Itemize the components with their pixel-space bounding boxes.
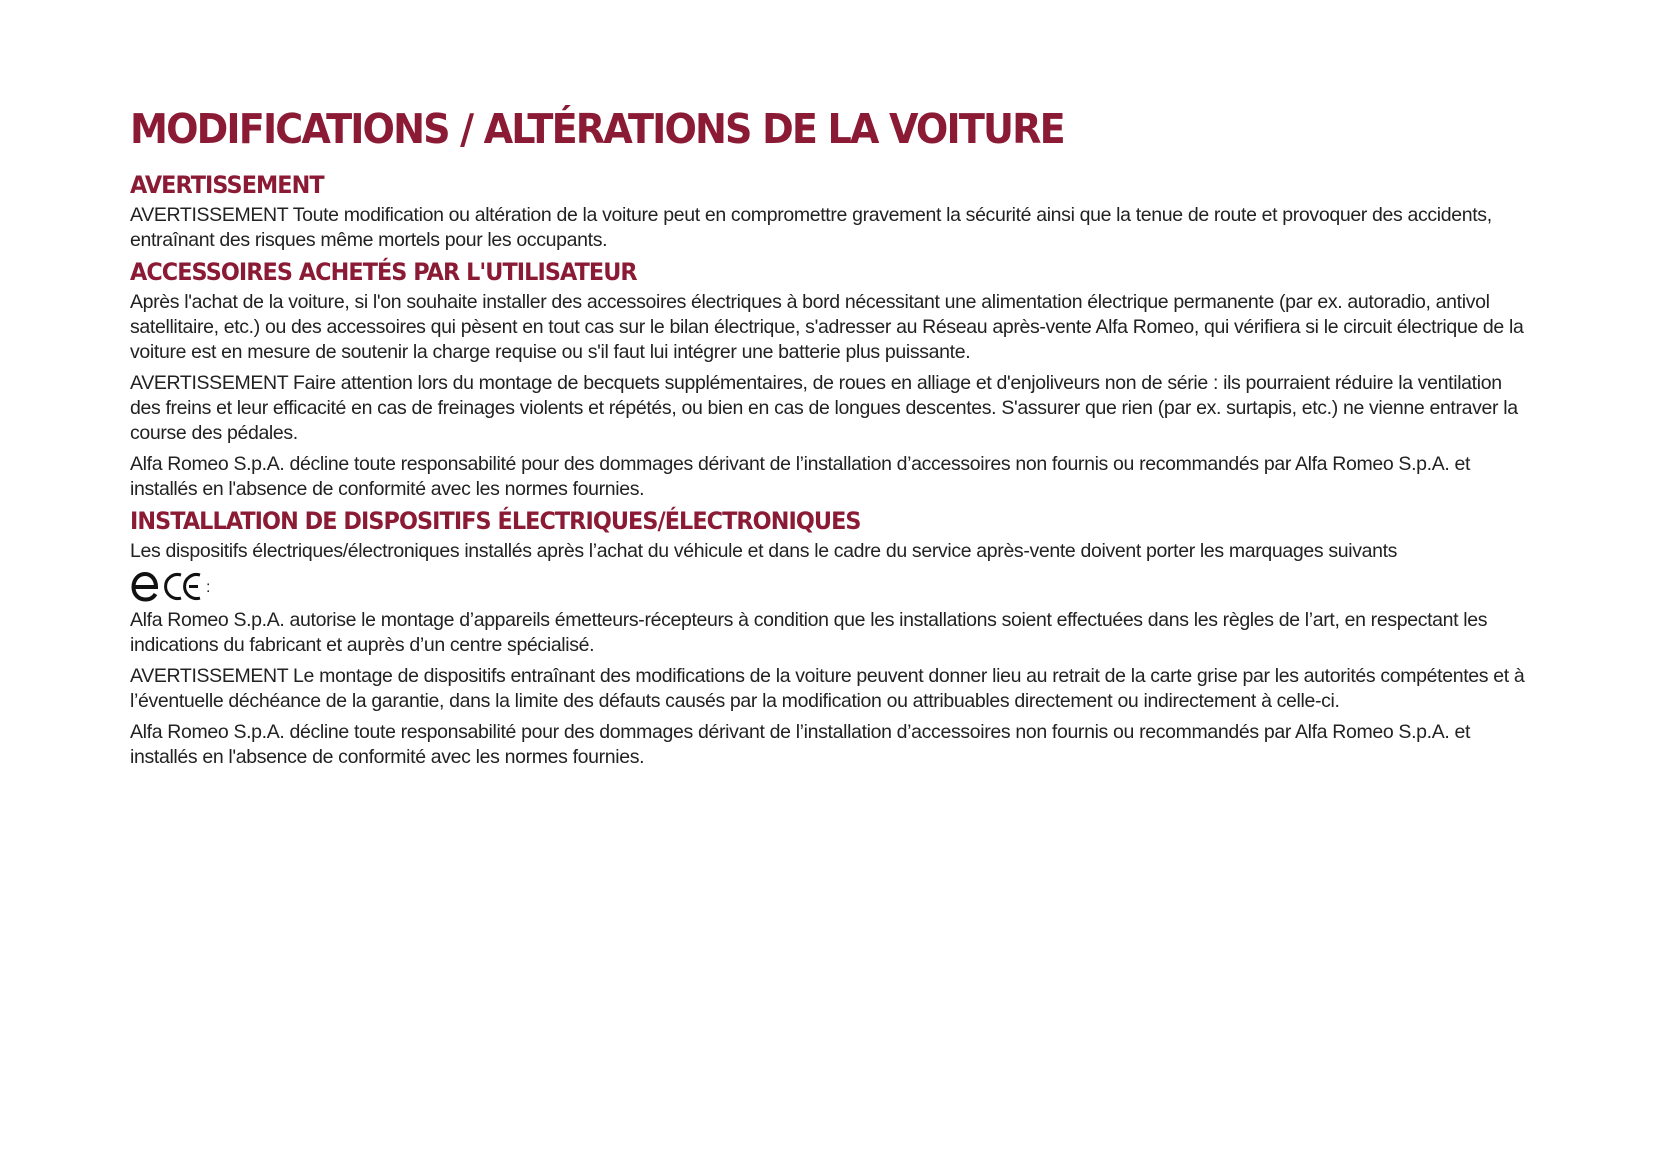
section-devices xyxy=(130,506,1530,770)
ce-mark-icon xyxy=(164,570,204,602)
section-heading-devices: INSTALLATION DE DISPOSITIFS ÉLECTRIQUES/ÉLECTRONIQUES xyxy=(130,507,861,535)
page-title: MODIFICATIONS / ALTÉRATIONS DE LA VOITURE xyxy=(130,105,1064,153)
accessories-warning-paragraph: AVERTISSEMENT Faire attention lors du montage de becquets supplémentaires, de roues en alliage et d'enjoliveurs non de série : ils pourraient réduire la ventilation des freins et leur efficacité en cas de freinages violents et répétés, ou bien en cas de longues descentes. S'assurer que rien (par ex. surtapis, etc.) ne vienne entraver la course des pédales. xyxy=(130,372,1518,444)
section-heading-warning: AVERTISSEMENT xyxy=(130,171,324,199)
manual-page xyxy=(130,104,1530,776)
devices-disclaimer-paragraph: Alfa Romeo S.p.A. décline toute responsabilité pour des dommages dérivant de l’installation d’accessoires non fournis ou recommandés par Alfa Romeo S.p.A. et installés en l'absence de conformité avec les normes fournies. xyxy=(130,721,1471,768)
e-mark-icon xyxy=(130,570,160,602)
warning-paragraph: AVERTISSEMENT Toute modification ou altération de la voiture peut en compromettre gravement la sécurité ainsi que la tenue de route et provoquer des accidents, entraînant des risques même mortels pour les occupants. xyxy=(130,204,1492,251)
accessories-paragraph-1: Après l'achat de la voiture, si l'on souhaite installer des accessoires électriques à bord nécessitant une alimentation électrique permanente (par ex. autoradio, antivol satellitaire, etc.) ou des accessoires qui pèsent en tout cas sur le bilan électrique, s'adresser au Réseau après-vente Alfa Romeo, qui vérifiera si le circuit électrique de la voiture est en mesure de soutenir la charge requise ou s'il faut lui intégrer une batterie plus puissante. xyxy=(130,291,1524,363)
section-warning xyxy=(130,170,1530,253)
devices-paragraph-1: Les dispositifs électriques/électroniques installés après l’achat du véhicule et dans le cadre du service après-vente doivent porter les marquages suivants xyxy=(130,540,1398,562)
section-heading-accessories: ACCESSOIRES ACHETÉS PAR L'UTILISATEUR xyxy=(130,258,637,286)
conformity-marks xyxy=(130,566,1530,602)
devices-paragraph-2: Alfa Romeo S.p.A. autorise le montage d’appareils émetteurs-récepteurs à condition que les installations soient effectuées dans les règles de l’art, en respectant les indications du fabricant et auprès d’un centre spécialisé. xyxy=(130,609,1488,656)
accessories-disclaimer-paragraph: Alfa Romeo S.p.A. décline toute responsabilité pour des dommages dérivant de l’installation d’accessoires non fournis ou recommandés par Alfa Romeo S.p.A. et installés en l'absence de conformité avec les normes fournies. xyxy=(130,453,1471,500)
devices-warning-paragraph: AVERTISSEMENT Le montage de dispositifs entraînant des modifications de la voiture peuvent donner lieu au retrait de la carte grise par les autorités compétentes et à l’éventuelle déchéance de la garantie, dans la limite des défauts causés par la modification ou attribuables directement ou indirectement à celle-ci. xyxy=(130,665,1525,712)
marks-colon: : xyxy=(206,579,211,596)
section-accessories xyxy=(130,257,1530,502)
